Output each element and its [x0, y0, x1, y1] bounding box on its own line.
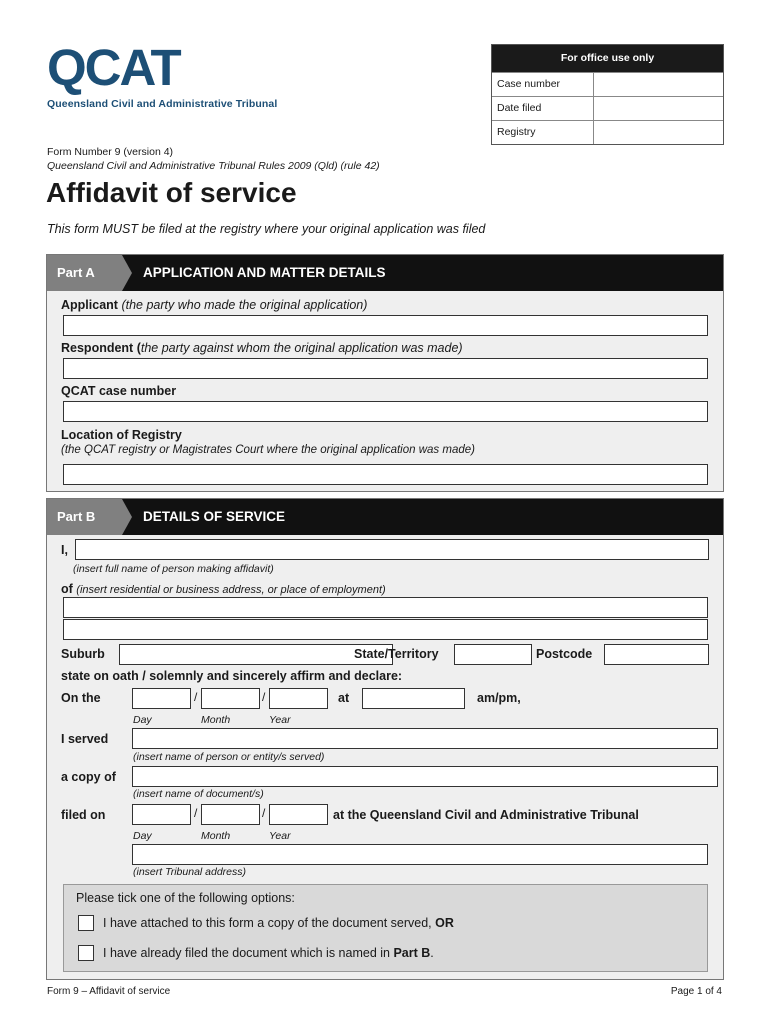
served-label: I served: [61, 732, 109, 746]
address-hint: (insert residential or business address, or place of employment): [76, 584, 386, 596]
form-number: Form Number 9 (version 4): [47, 146, 174, 158]
deponent-name-input[interactable]: [75, 539, 709, 560]
tribunal-text: at the Queensland Civil and Administrative Tribunal: [333, 808, 639, 822]
respondent-label-text: Respondent (: [61, 341, 141, 355]
part-b-arrow: [122, 499, 132, 535]
service-month-input[interactable]: [201, 688, 260, 709]
filed-day-input[interactable]: [132, 804, 191, 825]
applicant-input[interactable]: [63, 315, 708, 336]
part-a-section: [46, 254, 724, 492]
part-a-header: [47, 255, 723, 291]
office-row-case-number: [492, 72, 723, 96]
service-time-input[interactable]: [362, 688, 465, 709]
served-input[interactable]: [132, 728, 718, 749]
location-input[interactable]: [63, 464, 708, 485]
office-use-table: [491, 44, 724, 145]
day-caption: Day: [133, 830, 152, 842]
location-hint: (the QCAT registry or Magistrates Court where the original application was made): [61, 444, 475, 456]
day-caption: Day: [133, 714, 152, 726]
tribunal-address-input[interactable]: [132, 844, 708, 865]
option-attached-or: OR: [435, 916, 454, 930]
office-row-date-filed: [492, 96, 723, 120]
option-filed-period: .: [430, 946, 434, 960]
office-use-title: For office use only: [492, 45, 723, 72]
tick-options-panel: [63, 884, 708, 972]
month-caption: Month: [201, 830, 231, 842]
service-day-input[interactable]: [132, 688, 191, 709]
respondent-label: [61, 341, 463, 355]
month-caption: Month: [201, 714, 231, 726]
part-b-section: [46, 498, 724, 980]
tick-prompt: Please tick one of the following options:: [76, 891, 295, 905]
respondent-input[interactable]: [63, 358, 708, 379]
filed-on-label: filed on: [61, 808, 106, 822]
location-label: Location of Registry: [61, 428, 182, 442]
tribunal-address-hint: (insert Tribunal address): [133, 866, 247, 878]
part-b-tag: Part B: [47, 499, 122, 535]
qcat-logo: QCAT: [47, 39, 180, 96]
postcode-label: Postcode: [536, 647, 593, 661]
copy-of-label: a copy of: [61, 770, 116, 784]
applicant-label-text: Applicant: [61, 298, 118, 312]
form-rules: Queensland Civil and Administrative Tribunal Rules 2009 (Qld) (rule 42): [47, 160, 380, 172]
document-name-hint: (insert name of document/s): [133, 788, 264, 800]
option-filed-text: I have already filed the document which is named in: [103, 946, 390, 960]
office-row-label: Registry: [492, 121, 594, 144]
filed-year-input[interactable]: [269, 804, 328, 825]
i-label: I,: [61, 543, 68, 557]
address-line-1-input[interactable]: [63, 597, 708, 618]
suburb-input[interactable]: [119, 644, 393, 665]
office-row-label: Date filed: [492, 97, 594, 120]
state-input[interactable]: [454, 644, 532, 665]
office-row-value: [594, 121, 723, 144]
office-row-value: [594, 97, 723, 120]
applicant-label: [61, 298, 367, 312]
of-label-text: of: [61, 582, 73, 596]
option-attached-text: I have attached to this form a copy of the document served,: [103, 916, 432, 930]
footer-page-number: Page 1 of 4: [670, 986, 722, 997]
part-a-arrow: [122, 255, 132, 291]
part-a-tag: Part A: [47, 255, 122, 291]
office-row-label: Case number: [492, 73, 594, 96]
deponent-name-hint: (insert full name of person making affidavit): [73, 563, 274, 575]
page-title: Affidavit of service: [46, 177, 297, 208]
on-the-label: On the: [61, 691, 101, 705]
part-b-heading: DETAILS OF SERVICE: [143, 509, 286, 524]
postcode-input[interactable]: [604, 644, 709, 665]
year-caption: Year: [269, 714, 291, 726]
date-separator: /: [194, 690, 198, 704]
address-line-2-input[interactable]: [63, 619, 708, 640]
form-intro: This form MUST be filed at the registry where your original application was filed: [47, 222, 486, 236]
part-a-heading: APPLICATION AND MATTER DETAILS: [143, 265, 386, 280]
option-filed-label: [103, 946, 434, 960]
respondent-hint: the party against whom the original application was made): [140, 341, 463, 355]
at-label: at: [338, 691, 350, 705]
option-filed-part-b: Part B: [393, 946, 431, 960]
case-number-input[interactable]: [63, 401, 708, 422]
state-label: State/Territory: [354, 647, 439, 661]
option-attached-label: [103, 916, 454, 930]
office-row-registry: [492, 120, 723, 144]
year-caption: Year: [269, 830, 291, 842]
date-separator: /: [194, 806, 198, 820]
document-name-input[interactable]: [132, 766, 718, 787]
service-year-input[interactable]: [269, 688, 328, 709]
oath-text: state on oath / solemnly and sincerely affirm and declare:: [61, 669, 403, 683]
option-filed-checkbox[interactable]: [78, 945, 94, 961]
case-number-label: QCAT case number: [61, 384, 177, 398]
part-b-header: [47, 499, 723, 535]
filed-month-input[interactable]: [201, 804, 260, 825]
of-label: [61, 582, 386, 596]
applicant-hint: (the party who made the original application): [121, 298, 368, 312]
option-attached-checkbox[interactable]: [78, 915, 94, 931]
suburb-label: Suburb: [61, 647, 105, 661]
served-hint: (insert name of person or entity/s served): [133, 751, 325, 763]
logo-subtitle: Queensland Civil and Administrative Tribunal: [47, 98, 278, 110]
date-separator: /: [262, 690, 266, 704]
office-row-value: [594, 73, 723, 96]
ampm-label: am/pm,: [477, 691, 521, 705]
footer-form-name: Form 9 – Affidavit of service: [47, 986, 171, 997]
date-separator: /: [262, 806, 266, 820]
